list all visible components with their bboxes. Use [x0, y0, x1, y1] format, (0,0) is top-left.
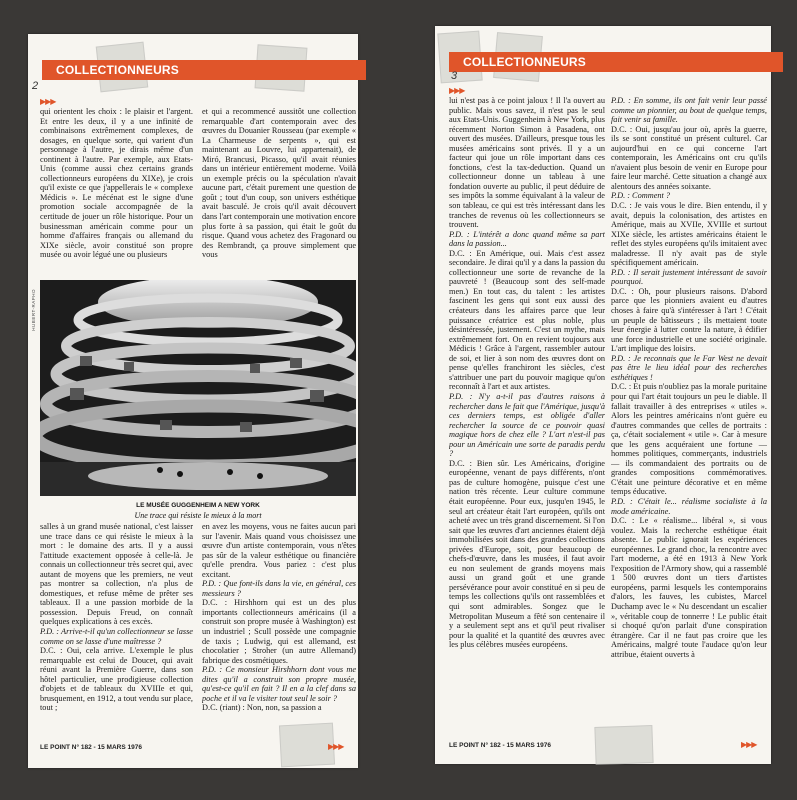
- paragraph: salles à un grand musée national, c'est laisser une trace dans ce qui résiste le mieux à la mort : le domaine des arts. Il y a aussi l'attitude exactement opposée à celle-là. Je connais un collectionneur très secret qui, avec autant de moyens que les premiers, ne veut pas montrer sa collection, n'a plus de domestiques, et refuse même de prêter ses tableaux. Il a une passion morbide de la possession. Depuis Freud, on connaît quelques explications à ces excès.: [40, 522, 193, 627]
- page-number-mark: 2: [32, 80, 39, 92]
- answer-paragraph: D.C. : En Amérique, oui. Mais c'est assez secondaire. Je dirai qu'il y a dans la passion du collectionneur une sorte de revanche de la pauvreté ! (Beaucoup sont des self-made men.) En tout cas, du talent : les artistes fascinent les gens qui sont eux aussi des créateurs dans les affaires parce que leur puissance créatrice est plus noble, plus désintéressée, justement. C'est un mythe, mais extrêmement fort. On en revient toujours aux Médicis ! Grâce à l'argent, rassembler autour de soi, et lier à son nom des œuvres dont on pense qu'elles franchiront les siècles, c'est s'attribuer une part du pouvoir magique qu'on reconnaît à l'art et aux artistes.: [449, 248, 605, 392]
- intro-arrows-icon: ▶▶▶: [449, 86, 465, 95]
- answer-paragraph: D.C. : Et puis n'oubliez pas la morale puritaine pour qui l'art était toujours un peu le diable. Il fallait travailler à des entreprises « utiles ». Alors les peintres américains n'ont guère eu d'autres commandes que celles de portraits : ça, c'était socialement « utile ». Car à mesure que les gens acquéraient une fortune — hommes politiques, commerçants, industriels — ils commandaient des portraits ou de grandes compositions commémoratives. C'était une peinture décorative et en même temps éducative.: [611, 382, 767, 497]
- answer-paragraph: D.C. : Oui, jusqu'au jour où, après la guerre, ils se sont constitué un présent culturel. Car aujourd'hui en ce qui concerne l'art contemporain, les Américains ont cru qu'ils n'avaient plus besoin de venir en Europe pour faire leur marché. Cette situation a changé aux alentours des années soixante.: [611, 124, 767, 191]
- article-column: [611, 96, 767, 736]
- page-footer: LE POINT N° 182 - 15 MARS 1976: [449, 742, 551, 749]
- interviewer-question: P.D. : En somme, ils ont fait venir leur passé comme un pionnier, au bout de quelque temps, fait venir sa famille.: [611, 96, 767, 125]
- interviewer-question: P.D. : Arrive-t-il qu'un collectionneur se lasse comme on se lasse d'une maîtresse ?: [40, 627, 193, 646]
- interviewer-question: P.D. : Que font-ils dans la vie, en général, ces messieurs ?: [202, 579, 356, 598]
- article-column: [449, 96, 605, 736]
- interviewer-question: P.D. : L'intérêt a donc quand même sa part dans la passion...: [449, 229, 605, 249]
- answer-paragraph: D.C. : Oh, pour plusieurs raisons. D'abord parce que les pionniers avaient eu d'autres choses à faire qu'à s'intéresser à l'art ! C'était un peuple de bâtisseurs ; ils mettaient toute leur énergie à lutter contre la nature, à édifier une force industrielle et une société originale. L'art implique des loisirs.: [611, 286, 767, 354]
- section-banner: COLLECTIONNEURS: [449, 52, 783, 72]
- answer-paragraph: D.C. (riant) : Non, non, sa passion a: [202, 703, 322, 713]
- page-number-mark: 3: [451, 70, 458, 82]
- paragraph: en avez les moyens, vous ne faites aucun pari sur l'avenir. Mais quand vous choisissez une œuvre d'un artiste contemporain, vous n'êtes pas sûr de la valeur esthétique ou financière qu'elle prendra. Vous pariez : c'est plus excitant.: [202, 522, 356, 579]
- photo-credit: HUBERT-RAPHO: [31, 289, 36, 331]
- article-column: [202, 522, 356, 732]
- article-column: [40, 522, 193, 732]
- intro-arrows-icon: ▶▶▶: [40, 97, 56, 106]
- interviewer-question: P.D. : C'était le... réalisme socialiste à la mode américaine.: [611, 496, 767, 516]
- answer-paragraph: D.C. : Oui, cela arrive. L'exemple le plus remarquable est celui de Doucet, qui avait réuni avant la Première Guerre, dans son hôtel particulier, une prodigieuse collection d'objets et de tableaux du XVIIIe et qui, brusquement, en 1912, a tout vendu sur place, tout ;: [40, 646, 193, 713]
- article-column: [40, 107, 193, 279]
- continue-arrows-icon: ▶▶▶: [741, 740, 757, 749]
- interviewer-question: P.D. : Je reconnais que le Far West ne devait pas être le lieu idéal pour des recherches esthétiques !: [611, 353, 767, 382]
- answer-paragraph: D.C. : Hirshhorn qui est un des plus importants collectionneurs américains (il a construit son propre musée à Washington) est un industriel ; Scull possède une compagnie de taxis ; Ludwig, qui est allemand, est chocolatier ; Stroher (un autre Allemand) fabrique des cosmétiques.: [202, 598, 356, 665]
- interviewer-question: P.D. : Il serait justement intéressant de savoir pourquoi.: [611, 267, 767, 287]
- photo-caption-subtitle: Une trace qui résiste le mieux à la mort: [134, 511, 262, 520]
- answer-paragraph: D.C. : Le « réalisme... libéral », si vous voulez. Mais la recherche esthétique était absente. Le public ignorait les expériences européennes. Le grand choc, la rencontre avec l'art moderne, a été en 1913 à New York l'exposition de l'Armory show, qui a rassemblé 1 500 œuvres dont un tiers d'artistes européens, parmi lesquels les contemporains d'alors, les fauves, les cubistes, Marcel Duchamp avec le « Nu descendant un escalier », véritable coup de tonnerre ! Le public était si choqué qu'on parlait d'une conspiration étrangère. Car il ne faut pas croire que les Américains, malgré toute l'audace qu'on leur attribue, étaient ouverts à: [611, 516, 767, 659]
- answer-paragraph: D.C. : Bien sûr. Les Américains, d'origine européenne, venant de pays différents, n'ont pas de culture homogène, puisque c'est une nation très récente. Leur culture commune était européenne. Pour eux, jusqu'en 1945, le seul art créateur était l'art européen, qu'ils ont acheté avec un très grand discernement. Si l'on sait que les œuvres d'art anciennes étaient déjà immobilisées soit dans des grandes collections privées d'Europe, soit, pour beaucoup de chefs-d'œuvre, dans les musées, il faut avoir eu non seulement de grands moyens mais aussi un grand goût et une grande persévérance pour avoir constitué en si peu de temps les collections qu'ils ont rassemblées et qui sont admirables. Songez que le Metropolitan Museum a fêté son centenaire il y a seulement sept ans et qu'il peut rivaliser pour la qualité et la quantité des œuvres avec les plus célèbres musées européens.: [449, 458, 605, 650]
- interviewer-question: P.D. : N'y a-t-il pas d'autres raisons à rechercher dans le fait que l'Amérique, jusqu'à ces derniers temps, est obligée d'aller rechercher la source de ce pouvoir quasi magique hors de chez elle ? L'art n'est-il pas pour un Américain une sorte de paradis perdu ?: [449, 391, 605, 459]
- interviewer-question: P.D. : Ce monsieur Hirshhorn dont vous me dites qu'il a construit son propre musée, qu'est-ce qu'il en fait ? Il en a la clef dans sa poche et il va le visiter tout seul le soir ?: [202, 665, 356, 703]
- paragraph: lui n'est pas à ce point jaloux ! Il l'a ouvert au public. Mais vous savez, il n'est pas le seul aux Etats-Unis. Guggenheim à New York, plus récemment Norton Simon à Pasadena, ont ouvert des musées. D'ailleurs, presque tous les musées américains sont privés. Il y a un facteur qui joue un rôle important dans ces fonctions, c'est la tax-deduction. Quand un collectionneur donne un tableau à une fondation ouverte au public, il peut déduire de ses impôts la somme équivalant à la valeur de son tableau, ce qui est très intéressant dans les tranches de revenus où les collectionneurs se trouvent.: [449, 96, 605, 230]
- right-page: [435, 26, 771, 764]
- interviewer-question: P.D. : Comment ?: [611, 191, 671, 201]
- section-banner: COLLECTIONNEURS: [42, 60, 366, 80]
- page-footer: LE POINT N° 182 - 15 MARS 1976: [40, 744, 142, 751]
- paragraph: et qui a recommencé aussitôt une collection remarquable d'art contemporain avec des œuvres du Douanier Rousseau (par exemple « La Charmeuse de serpents », qui est maintenant au Louvre, lui appartenait), de Miró, Brancusi, Picasso, qu'il avait réunies dans un intérieur entièrement moderne. Voilà un exemple précis ou la spéculation n'avait aucune part, c'était purement une question de goût ; tout d'un coup, son univers esthétique avait basculé. Je crois qu'il avait découvert dans l'art contemporain une motivation encore plus forte à sa passion, qui était le goût du risque. Quand vous achetez des Fragonard ou des Rembrandt, ça prouve simplement que vous: [202, 107, 356, 260]
- photo-caption-title: LE MUSÉE GUGGENHEIM A NEW YORK: [136, 502, 260, 509]
- continue-arrows-icon: ▶▶▶: [328, 742, 344, 751]
- left-page: [28, 34, 358, 768]
- guggenheim-photo: [40, 280, 356, 496]
- article-column: [202, 107, 356, 279]
- answer-paragraph: D.C. : Je vais vous le dire. Bien entendu, il y avait, depuis la colonisation, des artistes en Amérique, mais au XVIIe, XVIIIe et surtout XIXe siècle, les artistes américains étaient le reflet des styles européens qu'ils imitaient avec maladresse. Il n'y avait pas de style spécifiquement américain.: [611, 201, 767, 268]
- paragraph: qui orientent les choix : le plaisir et l'argent. Et entre les deux, il y a une infinité de combinaisons extrêmement complexes, de dosages, en quelque sorte, qui varient d'un personnage à l'autre, je dirais même d'un continent à l'autre. Par exemple, aux Etats-Unis (comme aussi chez certains grands collectionneurs européens du XIXe), je crois qu'il existe ce que j'appellerais le « complexe Médicis ». Le mécénat est le signe d'une promotion sociale accompagnée de la certitude de jouer un rôle historique. Pour un businessman américain comme pour un homme d'affaires français ou allemand du XIXe siècle, avoir constitué son propre musée ou avoir légué une ou plusieurs: [40, 107, 193, 260]
